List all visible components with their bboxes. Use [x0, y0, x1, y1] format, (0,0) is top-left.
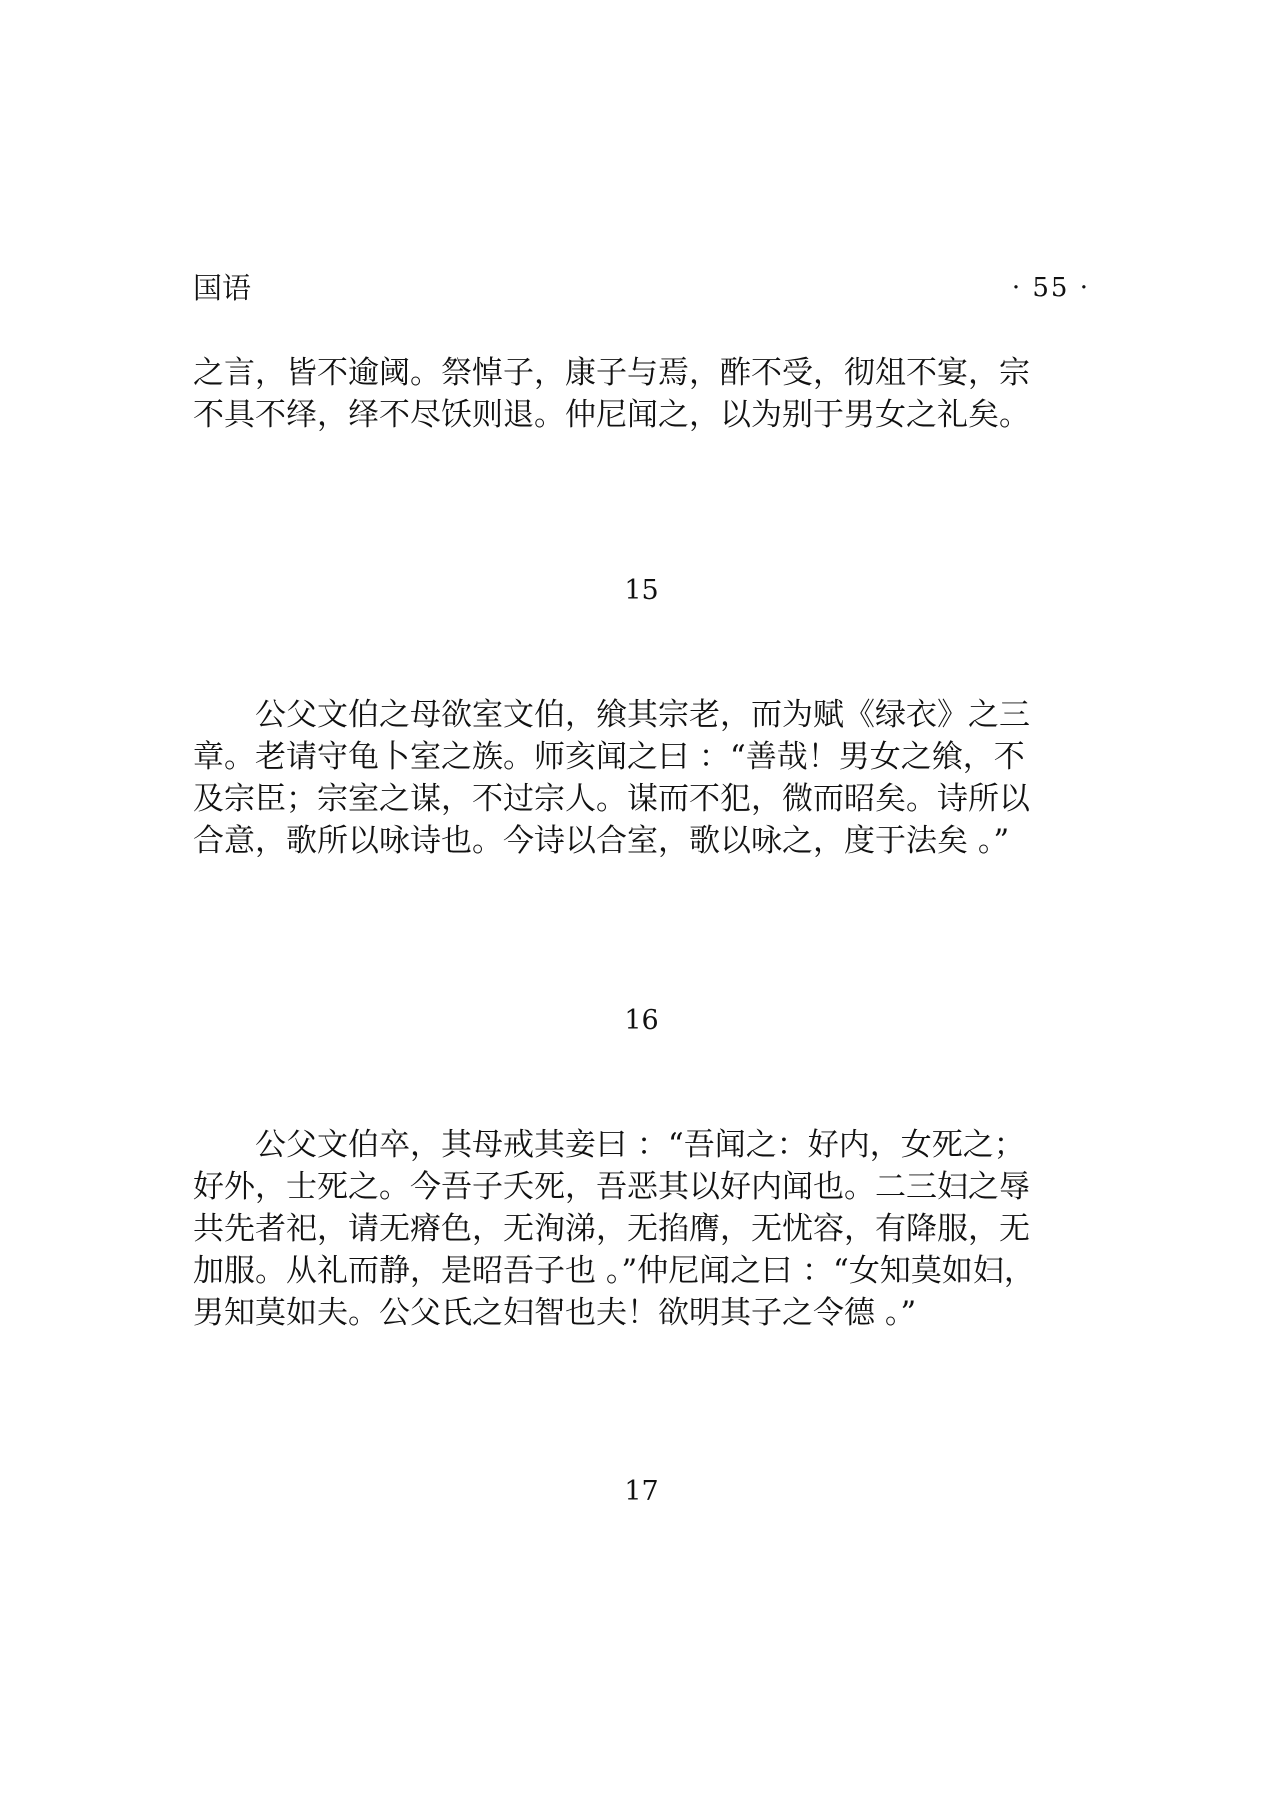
paragraph-line: 不具不绎，绎不尽饫则退。仲尼闻之，以为别于男女之礼矣。	[193, 397, 1030, 433]
running-head-title: 国语	[193, 271, 252, 305]
paragraph-line: 之言，皆不逾阈。祭悼子，康子与焉，酢不受，彻俎不宴，宗	[193, 355, 1030, 391]
paragraph-line: 公父文伯卒，其母戒其妾曰 ：“吾闻之：好内，女死之；	[193, 1127, 1025, 1163]
paragraph-line: 好外，士死之。今吾子夭死，吾恶其以好内闻也。二三妇之辱	[193, 1169, 1030, 1205]
page-number: · 55 ·	[1011, 273, 1090, 303]
paragraph-line: 公父文伯之母欲室文伯，飨其宗老，而为赋《绿衣》之三	[193, 697, 1030, 733]
paragraph-line: 男知莫如夫。公父氏之妇智也夫！欲明其子之令德 。”	[193, 1295, 917, 1331]
paragraph-line: 及宗臣；宗室之谋，不过宗人。谋而不犯，微而昭矣。诗所以	[193, 781, 1030, 817]
paragraph-line: 共先者祀，请无瘠色，无洵涕，无掐膺，无忧容，有降服，无	[193, 1211, 1030, 1247]
paragraph	[193, 352, 1113, 436]
paragraph-line: 合意，歌所以咏诗也。今诗以合室，歌以咏之，度于法矣 。”	[193, 823, 1010, 859]
paragraph-line: 章。老请守龟卜室之族。师亥闻之曰 ：“善哉！男女之飨，不	[193, 739, 1025, 775]
paragraph	[193, 694, 1113, 862]
paragraph-line: 加服。从礼而静，是昭吾子也 。”仲尼闻之曰 ：“女知莫如妇，	[193, 1253, 1035, 1289]
section-number: 16	[624, 1005, 659, 1036]
section-number: 15	[624, 575, 659, 606]
paragraph	[193, 1124, 1113, 1334]
section-number: 17	[624, 1476, 659, 1507]
